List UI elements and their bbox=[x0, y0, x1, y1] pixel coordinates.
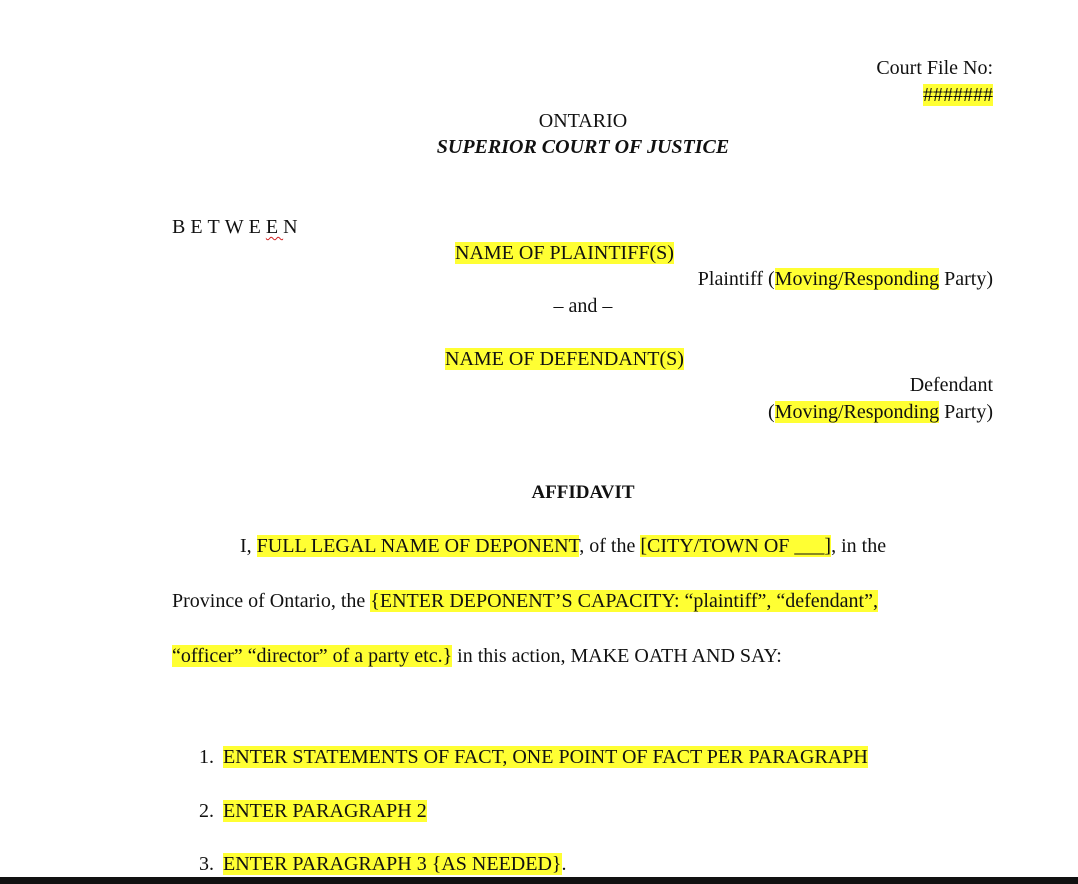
numbered-paragraph bbox=[199, 744, 868, 770]
defendant-name-placeholder[interactable]: NAME OF DEFENDANT(S) bbox=[445, 348, 684, 370]
plaintiff-role: Plaintiff (Moving/Responding Party) bbox=[697, 268, 993, 290]
numbered-paragraph bbox=[199, 798, 427, 824]
paragraph-placeholder[interactable]: ENTER STATEMENTS OF FACT, ONE POINT OF FACT PER PARAGRAPH bbox=[223, 746, 868, 768]
province-heading: ONTARIO bbox=[538, 110, 628, 132]
court-file-number bbox=[923, 82, 993, 108]
deponent-capacity-placeholder[interactable]: {ENTER DEPONENT’S CAPACITY: “plaintiff”, “defendant”, bbox=[370, 590, 878, 612]
plaintiff-name bbox=[455, 240, 674, 266]
deponent-capacity-placeholder-cont[interactable]: “officer” “director” of a party etc.} bbox=[172, 645, 453, 667]
court-file-label: Court File No: bbox=[876, 57, 993, 79]
plaintiff-role-placeholder[interactable]: Moving/Responding bbox=[774, 268, 940, 290]
affidavit-intro-line-1: I, FULL LEGAL NAME OF DEPONENT, of the [CITY/TOWN OF ___], in the bbox=[240, 535, 887, 557]
between-label: BETWEEN bbox=[172, 216, 303, 238]
spellcheck-underline: E bbox=[265, 216, 284, 238]
paragraph-number: 3. bbox=[199, 853, 214, 875]
defendant-role-detail: (Moving/Responding Party) bbox=[767, 401, 993, 423]
court-file-number-placeholder[interactable]: ####### bbox=[923, 84, 993, 106]
paragraph-number: 2. bbox=[199, 800, 214, 822]
defendant-role: Defendant bbox=[909, 374, 993, 396]
defendant-name bbox=[445, 346, 684, 372]
deponent-name-placeholder[interactable]: FULL LEGAL NAME OF DEPONENT bbox=[256, 535, 580, 557]
affidavit-title: AFFIDAVIT bbox=[531, 482, 635, 503]
numbered-paragraph: 3. ENTER PARAGRAPH 3 {AS NEEDED}. bbox=[199, 853, 567, 875]
paragraph-number: 1. bbox=[199, 746, 214, 768]
plaintiff-name-placeholder[interactable]: NAME OF PLAINTIFF(S) bbox=[455, 242, 674, 264]
affidavit-intro-line-2: Province of Ontario, the {ENTER DEPONENT’S CAPACITY: “plaintiff”, “defendant”, bbox=[172, 590, 878, 612]
court-name-heading: SUPERIOR COURT OF JUSTICE bbox=[436, 136, 730, 158]
city-town-placeholder[interactable]: [CITY/TOWN OF ___] bbox=[640, 535, 832, 557]
window-bottom-edge bbox=[0, 877, 1078, 884]
affidavit-intro-line-3: “officer” “director” of a party etc.} in this action, MAKE OATH AND SAY: bbox=[172, 645, 782, 667]
and-separator: – and – bbox=[553, 295, 613, 317]
defendant-role-placeholder[interactable]: Moving/Responding bbox=[774, 401, 940, 423]
paragraph-placeholder[interactable]: ENTER PARAGRAPH 2 bbox=[223, 800, 427, 822]
paragraph-placeholder[interactable]: ENTER PARAGRAPH 3 {AS NEEDED} bbox=[223, 853, 562, 875]
